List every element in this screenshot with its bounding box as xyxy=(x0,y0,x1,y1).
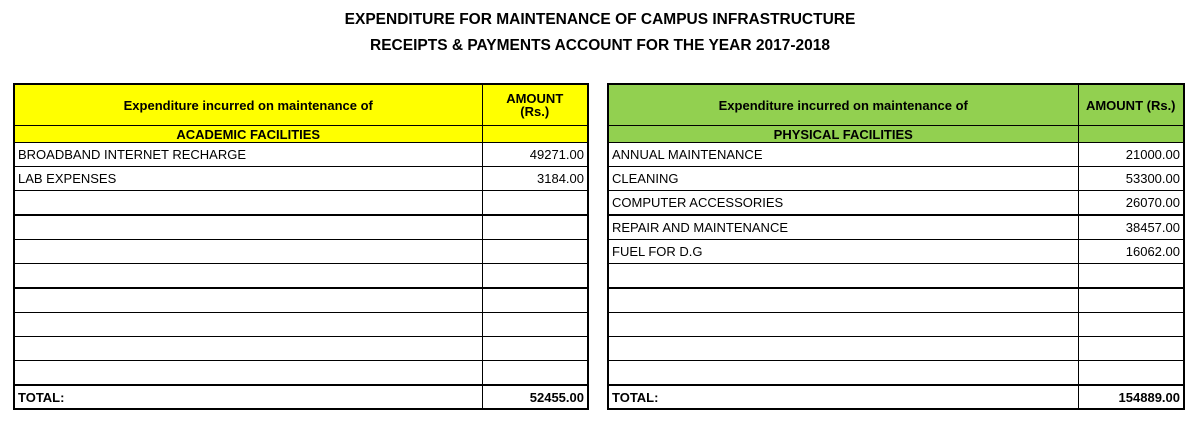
row-description: LAB EXPENSES xyxy=(14,167,482,191)
right-header-amount: AMOUNT (Rs.) xyxy=(1078,84,1184,126)
table-row xyxy=(608,191,1184,216)
row-amount: 21000.00 xyxy=(1078,143,1184,167)
row-amount xyxy=(1078,288,1184,313)
table-row xyxy=(608,240,1184,264)
right-total-amount: 154889.00 xyxy=(1078,385,1184,409)
row-amount: 38457.00 xyxy=(1078,215,1184,240)
right-total-label: TOTAL: xyxy=(608,385,1078,409)
document-title: EXPENDITURE FOR MAINTENANCE OF CAMPUS INFRASTRUCTURE xyxy=(344,11,856,28)
row-description xyxy=(14,361,482,386)
row-description: ANNUAL MAINTENANCE xyxy=(608,143,1078,167)
row-description xyxy=(608,337,1078,361)
row-amount xyxy=(1078,361,1184,386)
row-description xyxy=(14,288,482,313)
table-row xyxy=(608,167,1184,191)
row-amount: 49271.00 xyxy=(482,143,588,167)
row-amount xyxy=(482,288,588,313)
row-description: REPAIR AND MAINTENANCE xyxy=(608,215,1078,240)
left-section-amount-cell xyxy=(482,126,588,143)
table-row xyxy=(14,288,588,313)
left-header-amount xyxy=(482,84,588,126)
table-row xyxy=(14,264,588,289)
row-description: COMPUTER ACCESSORIES xyxy=(608,191,1078,216)
row-description xyxy=(14,337,482,361)
row-amount xyxy=(1078,337,1184,361)
row-description xyxy=(608,288,1078,313)
table-row xyxy=(14,191,588,216)
left-header-amount-line2: (Rs.) xyxy=(520,104,550,119)
table-row xyxy=(608,264,1184,289)
table-row xyxy=(608,313,1184,337)
left-header-amount-line1: AMOUNT xyxy=(506,91,564,106)
table-row xyxy=(14,167,588,191)
row-amount: 53300.00 xyxy=(1078,167,1184,191)
row-amount xyxy=(482,215,588,240)
row-description xyxy=(14,240,482,264)
table-row xyxy=(608,143,1184,167)
row-description xyxy=(14,264,482,289)
row-amount: 26070.00 xyxy=(1078,191,1184,216)
table-row xyxy=(14,361,588,386)
row-description xyxy=(14,191,482,216)
left-section-label: ACADEMIC FACILITIES xyxy=(14,126,482,143)
row-description xyxy=(608,361,1078,386)
row-amount xyxy=(482,361,588,386)
table-row xyxy=(608,361,1184,386)
row-description: CLEANING xyxy=(608,167,1078,191)
row-description xyxy=(14,313,482,337)
row-amount xyxy=(482,313,588,337)
table-row xyxy=(608,215,1184,240)
row-amount xyxy=(482,337,588,361)
right-header-description: Expenditure incurred on maintenance of xyxy=(608,84,1078,126)
row-amount xyxy=(1078,264,1184,289)
table-row xyxy=(14,337,588,361)
row-description: FUEL FOR D.G xyxy=(608,240,1078,264)
table-row xyxy=(608,337,1184,361)
table-row xyxy=(14,240,588,264)
row-amount: 3184.00 xyxy=(482,167,588,191)
row-amount xyxy=(482,191,588,216)
table-row xyxy=(14,215,588,240)
table-row xyxy=(608,288,1184,313)
table-row xyxy=(14,313,588,337)
row-description: BROADBAND INTERNET RECHARGE xyxy=(14,143,482,167)
left-total-amount: 52455.00 xyxy=(482,385,588,409)
physical-facilities-table xyxy=(607,83,1185,410)
row-amount: 16062.00 xyxy=(1078,240,1184,264)
row-description xyxy=(14,215,482,240)
right-section-label: PHYSICAL FACILITIES xyxy=(608,126,1078,143)
left-header-description: Expenditure incurred on maintenance of xyxy=(14,84,482,126)
row-amount xyxy=(1078,313,1184,337)
academic-facilities-table xyxy=(13,83,589,410)
right-section-amount-cell xyxy=(1078,126,1184,143)
row-amount xyxy=(482,264,588,289)
left-total-label: TOTAL: xyxy=(14,385,482,409)
row-description xyxy=(608,264,1078,289)
document-subtitle: RECEIPTS & PAYMENTS ACCOUNT FOR THE YEAR 2017-2018 xyxy=(370,37,830,54)
table-row xyxy=(14,143,588,167)
row-description xyxy=(608,313,1078,337)
row-amount xyxy=(482,240,588,264)
